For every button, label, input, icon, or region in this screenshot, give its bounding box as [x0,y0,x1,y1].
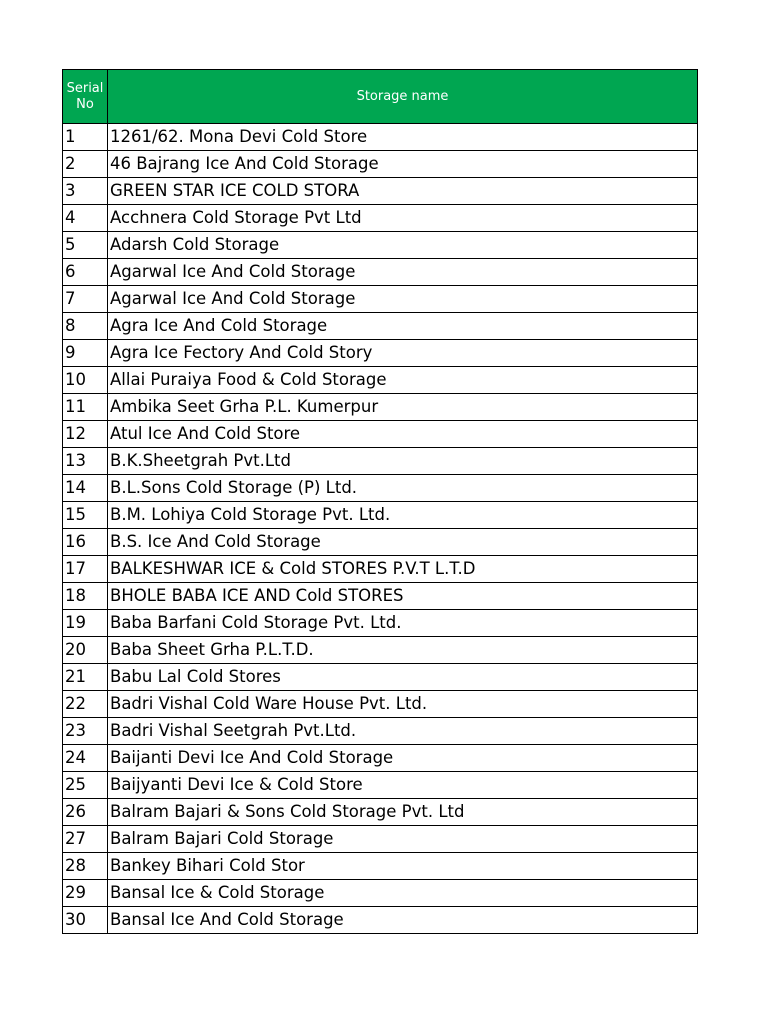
storage-table [62,69,698,934]
serial-no-cell: 7 [63,286,108,313]
serial-no-header: Serial No [63,70,108,124]
serial-no-cell: 23 [63,718,108,745]
storage-name-cell: BALKESHWAR ICE & Cold STORES P.V.T L.T.D [108,556,698,583]
table-row [63,205,698,232]
table-row [63,502,698,529]
serial-no-cell: 8 [63,313,108,340]
storage-name-cell: Adarsh Cold Storage [108,232,698,259]
serial-no-cell: 22 [63,691,108,718]
storage-name-cell: Balram Bajari & Sons Cold Storage Pvt. Ltd [108,799,698,826]
table-row [63,745,698,772]
storage-name-cell: Ambika Seet Grha P.L. Kumerpur [108,394,698,421]
serial-no-cell: 25 [63,772,108,799]
storage-name-cell: Babu Lal Cold Stores [108,664,698,691]
storage-name-cell: Badri Vishal Cold Ware House Pvt. Ltd. [108,691,698,718]
serial-no-cell: 12 [63,421,108,448]
serial-no-cell: 26 [63,799,108,826]
storage-name-cell: B.S. Ice And Cold Storage [108,529,698,556]
table-header [63,70,698,124]
serial-no-cell: 9 [63,340,108,367]
table-row [63,772,698,799]
table-row [63,907,698,934]
storage-name-cell: Baba Barfani Cold Storage Pvt. Ltd. [108,610,698,637]
storage-name-cell: Bankey Bihari Cold Stor [108,853,698,880]
table-row [63,124,698,151]
table-row [63,448,698,475]
storage-name-cell: B.M. Lohiya Cold Storage Pvt. Ltd. [108,502,698,529]
storage-name-cell: BHOLE BABA ICE AND Cold STORES [108,583,698,610]
table-row [63,691,698,718]
serial-no-cell: 15 [63,502,108,529]
table-row [63,340,698,367]
serial-no-cell: 30 [63,907,108,934]
serial-no-cell: 5 [63,232,108,259]
table-row [63,421,698,448]
table-row [63,232,698,259]
table-row [63,151,698,178]
table-row [63,610,698,637]
storage-name-cell: Balram Bajari Cold Storage [108,826,698,853]
storage-name-cell: Agarwal Ice And Cold Storage [108,259,698,286]
serial-no-cell: 17 [63,556,108,583]
header-row [63,70,698,124]
storage-name-cell: Badri Vishal Seetgrah Pvt.Ltd. [108,718,698,745]
serial-no-cell: 20 [63,637,108,664]
storage-name-cell: Baba Sheet Grha P.L.T.D. [108,637,698,664]
serial-no-cell: 1 [63,124,108,151]
serial-no-cell: 16 [63,529,108,556]
table-row [63,664,698,691]
storage-name-cell: Agarwal Ice And Cold Storage [108,286,698,313]
table-row [63,394,698,421]
table-row [63,718,698,745]
table-row [63,259,698,286]
serial-no-cell: 24 [63,745,108,772]
serial-no-cell: 21 [63,664,108,691]
serial-no-cell: 2 [63,151,108,178]
table-row [63,178,698,205]
table-row [63,826,698,853]
storage-name-cell: 1261/62. Mona Devi Cold Store [108,124,698,151]
table-body [63,124,698,934]
storage-name-cell: Bansal Ice & Cold Storage [108,880,698,907]
storage-name-cell: B.K.Sheetgrah Pvt.Ltd [108,448,698,475]
table-row [63,853,698,880]
table-row [63,583,698,610]
storage-name-cell: Baijanti Devi Ice And Cold Storage [108,745,698,772]
storage-name-cell: Agra Ice Fectory And Cold Story [108,340,698,367]
serial-no-cell: 28 [63,853,108,880]
storage-name-cell: Baijyanti Devi Ice & Cold Store [108,772,698,799]
serial-no-cell: 10 [63,367,108,394]
serial-no-cell: 3 [63,178,108,205]
storage-name-cell: Atul Ice And Cold Store [108,421,698,448]
storage-name-cell: 46 Bajrang Ice And Cold Storage [108,151,698,178]
serial-no-cell: 18 [63,583,108,610]
table-row [63,475,698,502]
table-row [63,637,698,664]
storage-name-cell: B.L.Sons Cold Storage (P) Ltd. [108,475,698,502]
serial-no-cell: 27 [63,826,108,853]
serial-no-cell: 11 [63,394,108,421]
serial-no-cell: 14 [63,475,108,502]
storage-name-header: Storage name [108,70,698,124]
storage-name-cell: GREEN STAR ICE COLD STORA [108,178,698,205]
storage-name-cell: Agra Ice And Cold Storage [108,313,698,340]
storage-name-cell: Acchnera Cold Storage Pvt Ltd [108,205,698,232]
table-row [63,367,698,394]
serial-no-cell: 4 [63,205,108,232]
table-row [63,556,698,583]
table-row [63,529,698,556]
serial-no-cell: 29 [63,880,108,907]
storage-name-cell: Allai Puraiya Food & Cold Storage [108,367,698,394]
serial-no-cell: 6 [63,259,108,286]
serial-no-cell: 19 [63,610,108,637]
storage-name-cell: Bansal Ice And Cold Storage [108,907,698,934]
table-row [63,799,698,826]
table-row [63,313,698,340]
table-row [63,286,698,313]
table-row [63,880,698,907]
serial-no-cell: 13 [63,448,108,475]
